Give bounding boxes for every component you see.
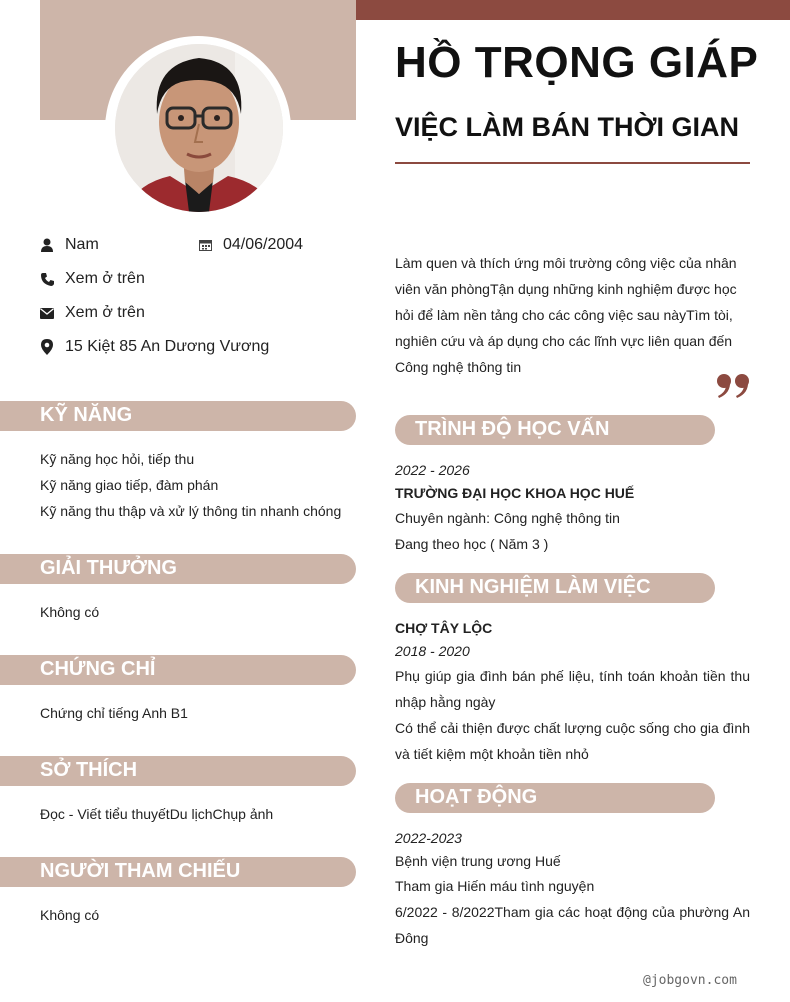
avatar — [115, 44, 283, 212]
certificates-header — [0, 655, 356, 685]
activities-header — [395, 783, 715, 813]
career-objective: Làm quen và thích ứng môi trường công việc của nhân viên văn phòngTận dụng những kinh nghiệm được học hỏi để làm nền tảng cho các công việc sau nàyTìm tòi, nghiên cứu và áp dụng cho các lĩnh vực liên quan đến Công nghệ thông tin — [395, 255, 737, 375]
top-accent-bar — [356, 0, 790, 20]
gender-row — [40, 236, 99, 254]
activities-org: Bệnh viện trung ương Huế — [395, 853, 561, 869]
experience-desc: Phụ giúp gia đình bán phế liệu, tính toán khoản tiền thu nhập hằng ngày — [395, 668, 750, 710]
education-entry — [395, 459, 750, 557]
certificates-text: Chứng chỉ tiếng Anh B1 — [40, 705, 188, 721]
calendar-icon — [198, 238, 212, 252]
envelope-icon — [40, 306, 54, 320]
watermark: @jobgovn.com — [643, 973, 737, 988]
education-major: Chuyên ngành: Công nghệ thông tin — [395, 510, 620, 526]
certificates-title: CHỨNG CHỈ — [40, 658, 156, 680]
address-row — [40, 338, 269, 356]
awards-text: Không có — [40, 604, 100, 620]
phone-icon — [40, 272, 54, 286]
activities-period: 2022-2023 — [395, 830, 462, 846]
awards-header — [0, 554, 356, 584]
address-value: 15 Kiệt 85 An Dương Vương — [65, 338, 270, 355]
candidate-name: HỒ TRỌNG GIÁP — [395, 38, 759, 87]
hobbies-title: SỞ THÍCH — [40, 759, 138, 781]
skills-list — [40, 446, 350, 524]
education-status: Đang theo học ( Năm 3 ) — [395, 536, 549, 552]
education-school: TRƯỜNG ĐẠI HỌC KHOA HỌC HUẾ — [395, 485, 635, 501]
experience-header — [395, 573, 715, 603]
phone-value: Xem ở trên — [65, 270, 145, 287]
birthdate-value: 04/06/2004 — [223, 236, 304, 253]
skill-item: Kỹ năng học hỏi, tiếp thu — [40, 451, 195, 467]
references-title: NGƯỜI THAM CHIẾU — [40, 860, 241, 882]
hobbies-header — [0, 756, 356, 786]
job-position: VIỆC LÀM BÁN THỜI GIAN — [395, 112, 740, 142]
skill-item: Kỹ năng thu thập và xử lý thông tin nhanh chóng — [40, 503, 342, 519]
birthdate-row — [198, 236, 303, 254]
references-header — [0, 857, 356, 887]
education-period: 2022 - 2026 — [395, 462, 470, 478]
email-row — [40, 304, 145, 322]
activities-desc: 6/2022 - 8/2022Tham gia các hoạt động của phường An Đông — [395, 904, 750, 946]
hobbies-text: Đọc - Viết tiểu thuyếtDu lịchChụp ảnh — [40, 806, 274, 822]
skill-item: Kỹ năng giao tiếp, đàm phán — [40, 477, 219, 493]
activities-desc: Tham gia Hiến máu tình nguyện — [395, 878, 595, 894]
activities-title: HOẠT ĐỘNG — [415, 786, 538, 808]
user-icon — [40, 238, 54, 252]
gender-value: Nam — [65, 236, 99, 253]
avatar-photo — [115, 44, 283, 212]
activities-entry — [395, 827, 750, 951]
awards-title: GIẢI THƯỞNG — [40, 557, 177, 579]
map-pin-icon — [40, 340, 54, 354]
experience-entry — [395, 617, 750, 767]
experience-period: 2018 - 2020 — [395, 643, 470, 659]
skills-header — [0, 401, 356, 431]
references-text: Không có — [40, 907, 100, 923]
skills-title: KỸ NĂNG — [40, 404, 133, 426]
experience-company: CHỢ TÂY LỘC — [395, 620, 493, 636]
email-value: Xem ở trên — [65, 304, 145, 321]
experience-title: KINH NGHIỆM LÀM VIỆC — [415, 576, 651, 598]
experience-desc: Có thể cải thiện được chất lượng cuộc sống cho gia đình và tiết kiệm một khoản tiền nhỏ — [395, 720, 750, 762]
quote-icon — [716, 373, 752, 404]
header-divider — [395, 162, 750, 164]
education-header — [395, 415, 715, 445]
phone-row — [40, 270, 145, 288]
education-title: TRÌNH ĐỘ HỌC VẤN — [415, 418, 610, 440]
